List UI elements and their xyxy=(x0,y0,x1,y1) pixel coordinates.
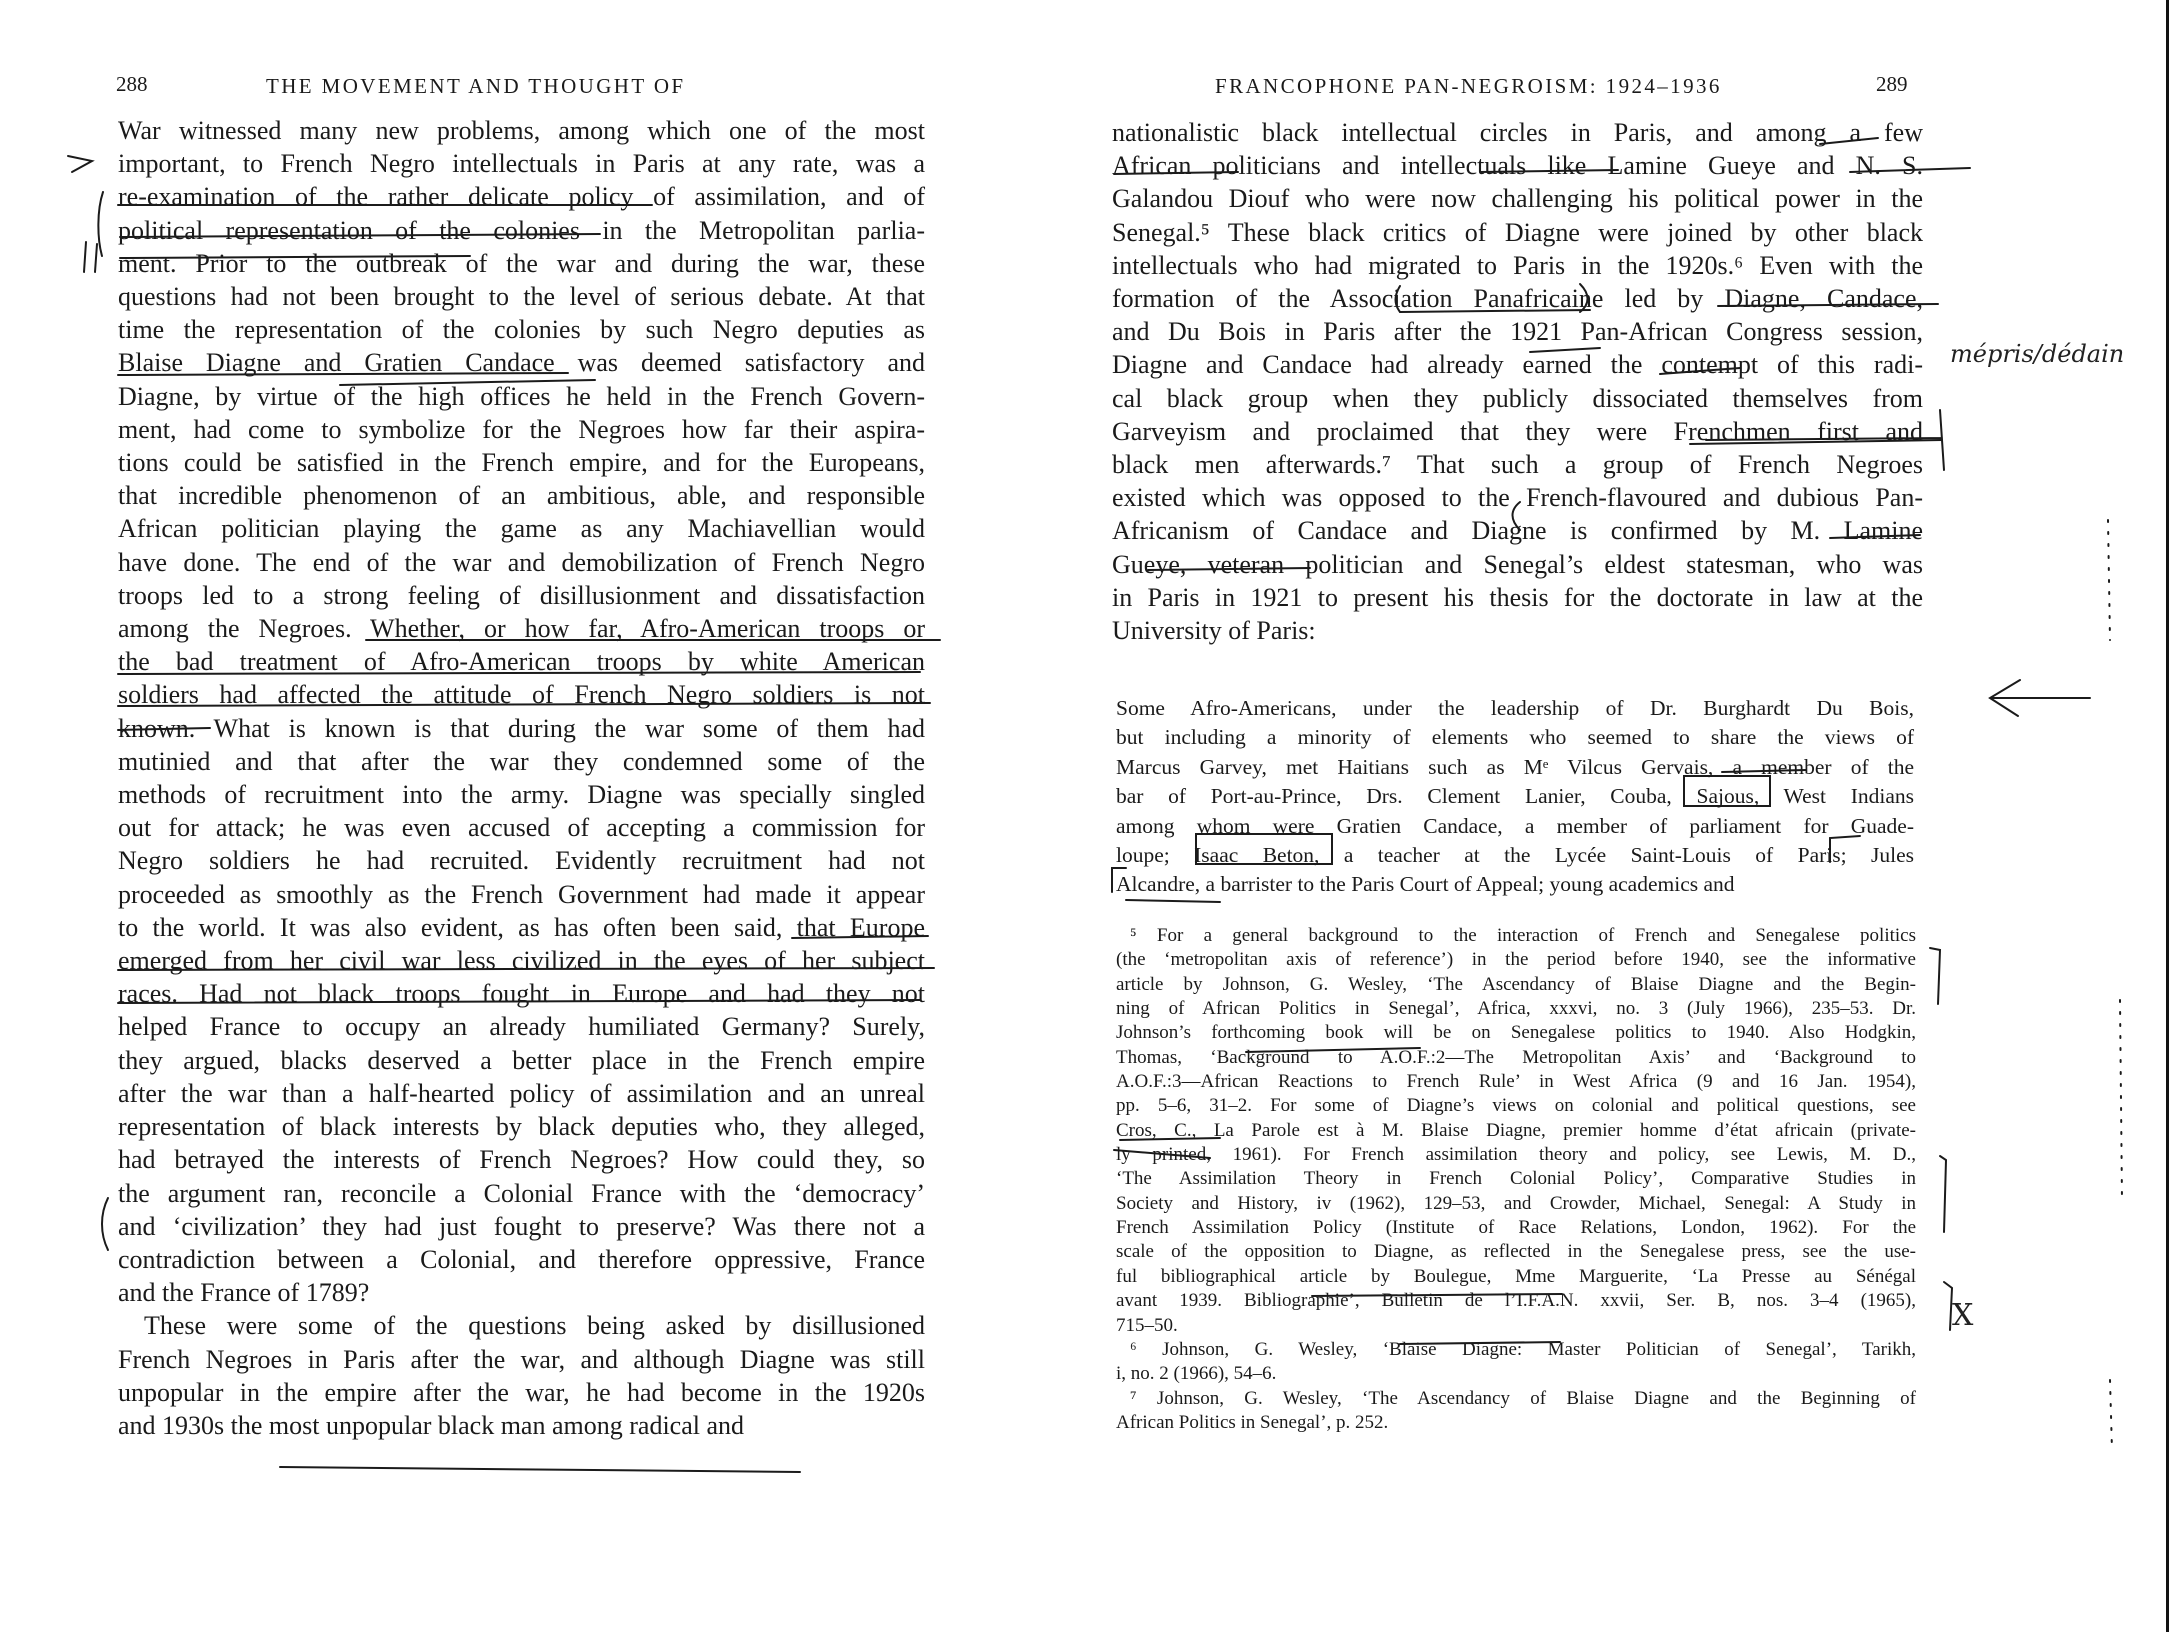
text-line: Diagne and Candace had already earned the contempt of this radi- xyxy=(1112,350,1923,380)
text-line: they argued, blacks deserved a better place in the French empire xyxy=(118,1045,925,1075)
text-line: tions could be satisfied in the French empire, and for the Europeans, xyxy=(118,448,925,478)
text-line: that incredible phenomenon of an ambitious, able, and responsible xyxy=(118,481,925,511)
text-line: methods of recruitment into the army. Diagne was specially singled xyxy=(118,780,925,810)
text-line: avant 1939. Bibliographie’, Bulletin de l’I.F.A.N. xxvii, Ser. B, nos. 3–4 (1965), xyxy=(1116,1290,1916,1312)
text-line: Johnson’s forthcoming book will be on Senegalese politics to 1940. Also Hodgkin, xyxy=(1116,1022,1916,1044)
text-line: soldiers had affected the attitude of French Negro soldiers is not xyxy=(118,680,925,710)
right-running-head: FRANCOPHONE PAN-NEGROISM: 1924–1936 xyxy=(1215,74,1722,98)
footnotes xyxy=(1116,924,1916,1435)
text-line: Galandou Diouf who were now challenging his political power in the xyxy=(1112,184,1923,214)
text-line: (the ‘metropolitan axis of reference’) in the period before 1940, see the informative xyxy=(1116,949,1916,971)
text-line: mutinied and that after the war they condemned some of the xyxy=(118,746,925,776)
handwritten-margin-note: mépris/dédain xyxy=(1950,340,2125,368)
text-line: Blaise Diagne and Gratien Candace was deemed satisfactory and xyxy=(118,348,925,378)
text-line: ly printed, 1961). For French assimilation theory and policy, see Lewis, M. D., xyxy=(1116,1144,1916,1166)
right-page-number: 289 xyxy=(1876,72,1908,96)
text-line: and 1930s the most unpopular black man among radical and xyxy=(118,1410,745,1440)
text-line: questions had not been brought to the level of serious debate. At that xyxy=(118,282,925,312)
text-line: representation of black interests by black deputies who, they alleged, xyxy=(118,1112,925,1142)
text-line: intellectuals who had migrated to Paris in the 1920s.⁶ Even with the xyxy=(1112,250,1923,280)
text-line: Marcus Garvey, met Haitians such as Mᵉ Vilcus Gervais, a member of the xyxy=(1116,754,1914,779)
text-line: African politicians and intellectuals like Lamine Gueye and N. S. xyxy=(1112,151,1923,181)
text-line: pp. 5–6, 31–2. For some of Diagne’s views on colonial and political questions, see xyxy=(1116,1095,1916,1117)
text-line: but including a minority of elements who seemed to share the views of xyxy=(1116,725,1914,750)
text-line: ning of African Politics in Senegal’, Africa, xxxvi, no. 3 (July 1966), 235–53. Dr. xyxy=(1116,998,1916,1020)
book-gutter-line xyxy=(2166,0,2169,1632)
text-line: ‘The Assimilation Theory in French Colonial Policy’, Comparative Studies in xyxy=(1116,1168,1916,1190)
text-line: out for attack; he was even accused of accepting a commission for xyxy=(118,813,925,843)
right-body-text xyxy=(1112,116,1923,647)
text-line: proceeded as smoothly as the French Government had made it appear xyxy=(118,879,925,909)
text-line: Some Afro-Americans, under the leadership of Dr. Burghardt Du Bois, xyxy=(1116,696,1914,720)
text-line: University of Paris: xyxy=(1112,616,1316,646)
text-line: Negro soldiers he had recruited. Evidently recruitment had not xyxy=(118,846,925,876)
text-line: races. Had not black troops fought in Europe and had they not xyxy=(118,979,925,1009)
text-line: existed which was opposed to the French-flavoured and dubious Pan- xyxy=(1112,483,1923,513)
text-line: loupe; Isaac Beton, a teacher at the Lycée Saint-Louis of Paris; Jules xyxy=(1116,843,1914,868)
text-line: political representation of the colonies in the Metropolitan parlia- xyxy=(118,215,925,245)
right-page xyxy=(1090,0,2160,1632)
text-line: i, no. 2 (1966), 54–6. xyxy=(1116,1363,1277,1385)
text-line: Diagne, by virtue of the high offices he held in the French Govern- xyxy=(118,381,925,411)
left-body-text xyxy=(118,114,925,1442)
text-line: had betrayed the interests of French Negroes? How could they, so xyxy=(118,1145,925,1175)
left-running-head: THE MOVEMENT AND THOUGHT OF xyxy=(266,74,686,98)
text-line: These were some of the questions being asked by disillusioned xyxy=(144,1311,925,1341)
text-line: African Politics in Senegal’, p. 252. xyxy=(1116,1411,1389,1433)
text-line: formation of the Association Panafricaine led by Diagne, Candace, xyxy=(1112,284,1923,314)
text-line: scale of the opposition to Diagne, as reflected in the Senegalese press, see the use- xyxy=(1116,1241,1916,1263)
text-line: Gueye, veteran politician and Senegal’s eldest statesman, who was xyxy=(1112,549,1923,579)
text-line: nationalistic black intellectual circles in Paris, and among a few xyxy=(1112,118,1923,147)
text-line: Garveyism and proclaimed that they were Frenchmen first and xyxy=(1112,416,1923,446)
text-line: ⁵ For a general background to the interaction of French and Senegalese politics xyxy=(1130,925,1916,946)
text-line: troops led to a strong feeling of disillusionment and dissatisfaction xyxy=(118,580,925,610)
text-line: the bad treatment of Afro-American troops by white American xyxy=(118,647,925,677)
text-line: article by Johnson, G. Wesley, ‘The Ascendancy of Blaise Diagne and the Begin- xyxy=(1116,973,1916,995)
text-line: 715–50. xyxy=(1116,1314,1178,1336)
text-line: ment, had come to symbolize for the Negroes how far their aspira- xyxy=(118,414,925,444)
text-line: Senegal.⁵ These black critics of Diagne were joined by other black xyxy=(1112,217,1923,247)
text-line: ment. Prior to the outbreak of the war and during the war, these xyxy=(118,248,925,278)
text-line: contradiction between a Colonial, and therefore oppressive, France xyxy=(118,1244,925,1274)
text-line: ⁶ Johnson, G. Wesley, ‘Blaise Diagne: Master Politician of Senegal’, Tarikh, xyxy=(1130,1338,1916,1360)
text-line: African politician playing the game as any Machiavellian would xyxy=(118,514,925,544)
text-line: and ‘civilization’ they had just fought to preserve? Was there not a xyxy=(118,1211,925,1241)
text-line: have done. The end of the war and demobilization of French Negro xyxy=(118,547,925,577)
block-quote xyxy=(1116,694,1914,900)
text-line: black men afterwards.⁷ That such a group of French Negroes xyxy=(1112,450,1923,480)
text-line: cal black group when they publicly dissociated themselves from xyxy=(1112,383,1923,413)
text-line: French Negroes in Paris after the war, and although Diagne was still xyxy=(118,1344,925,1374)
text-line: known. What is known is that during the war some of them had xyxy=(118,713,925,743)
text-line: emerged from her civil war less civilized in the eyes of her subject xyxy=(118,946,925,976)
text-line: A.O.F.:3—African Reactions to French Rule’ in West Africa (9 and 16 Jan. 1954), xyxy=(1116,1071,1916,1093)
text-line: Alcandre, a barrister to the Paris Court of Appeal; young academics and xyxy=(1116,872,1735,897)
text-line: important, to French Negro intellectuals in Paris at any rate, was a xyxy=(118,149,925,179)
text-line: among the Negroes. Whether, or how far, Afro-American troops or xyxy=(118,614,925,644)
left-page-number: 288 xyxy=(116,72,148,96)
text-line: time the representation of the colonies by such Negro deputies as xyxy=(118,315,925,345)
text-line: and Du Bois in Paris after the 1921 Pan-African Congress session, xyxy=(1112,317,1923,347)
text-line: after the war than a half-hearted policy of assimilation and an unreal xyxy=(118,1078,925,1108)
text-line: unpopular in the empire after the war, he had become in the 1920s xyxy=(118,1377,925,1407)
text-line: ful bibliographical article by Boulegue, Mme Marguerite, ‘La Presse au Sénégal xyxy=(1116,1265,1916,1287)
text-line: to the world. It was also evident, as has often been said, that Europe xyxy=(118,912,925,942)
text-line: Cros, C., La Parole est à M. Blaise Diagne, premier homme d’état africain (private- xyxy=(1116,1119,1916,1141)
text-line: ⁷ Johnson, G. Wesley, ‘The Ascendancy of Blaise Diagne and the Beginning of xyxy=(1130,1387,1916,1409)
text-line: helped France to occupy an already humiliated Germany? Surely, xyxy=(118,1012,925,1042)
text-line: in Paris in 1921 to present his thesis for the doctorate in law at the xyxy=(1112,582,1923,612)
text-line: re-examination of the rather delicate policy of assimilation, and of xyxy=(118,182,925,212)
text-line: the argument ran, reconcile a Colonial France with the ‘democracy’ xyxy=(118,1178,925,1208)
text-line: among whom were Gratien Candace, a member of parliament for Guade- xyxy=(1116,813,1914,838)
text-line: Africanism of Candace and Diagne is confirmed by M. Lamine xyxy=(1112,516,1923,546)
text-line: Society and History, iv (1962), 129–53, and Crowder, Michael, Senegal: A Study in xyxy=(1116,1192,1916,1214)
text-line: Thomas, ‘Background to A.O.F.:2—The Metropolitan Axis’ and ‘Background to xyxy=(1116,1046,1916,1068)
text-line: French Assimilation Policy (Institute of Race Relations, London, 1962). For the xyxy=(1116,1217,1916,1239)
handwritten-x-mark: X xyxy=(1952,1298,1974,1333)
text-line: bar of Port-au-Prince, Drs. Clement Lanier, Couba, Sajous, West Indians xyxy=(1116,784,1914,809)
text-line: and the France of 1789? xyxy=(118,1278,370,1308)
text-line: War witnessed many new problems, among which one of the most xyxy=(118,116,925,145)
